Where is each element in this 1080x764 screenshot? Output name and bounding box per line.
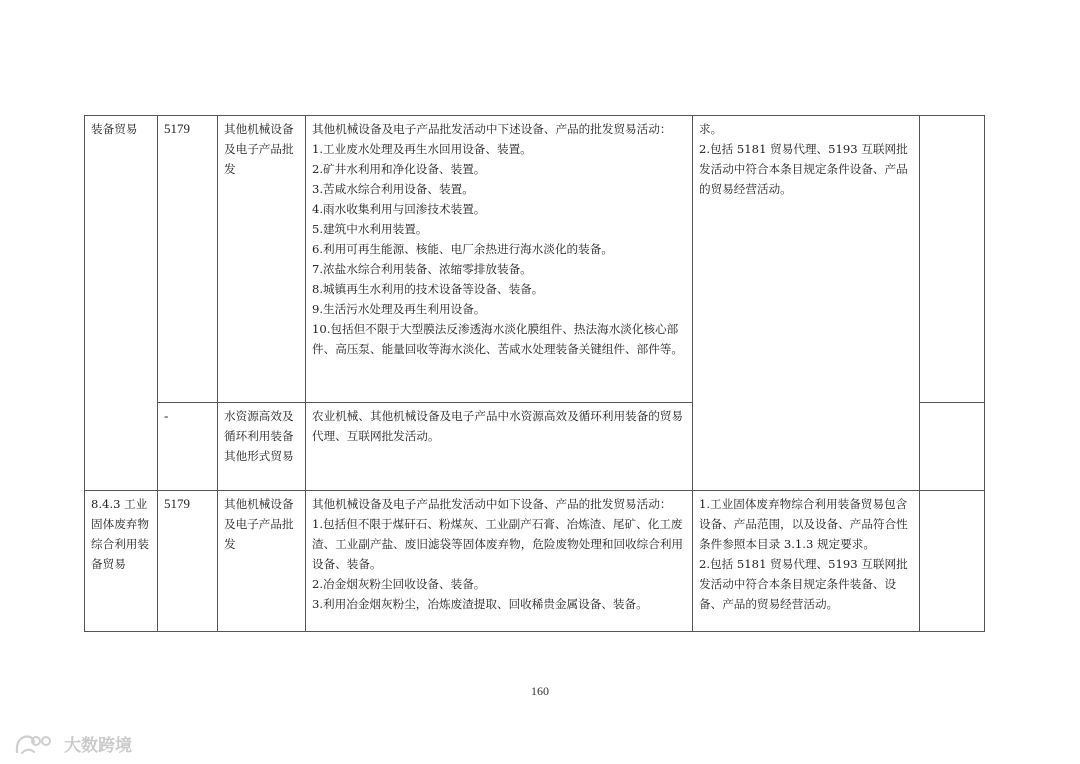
content-line: 7.浓盐水综合利用装备、浓缩零排放装备。 <box>312 262 532 276</box>
content-line: 1.工业废水处理及再生水回用设备、装置。 <box>312 142 532 156</box>
content-line: 1.包括但不限于煤矸石、粉煤灰、工业副产石膏、冶炼渣、尾矿、化工废渣、工业副产盐、废旧滤袋等固体废弃物，危险废物处理和回收综合利用设备、装备。 <box>312 517 684 571</box>
category-cell: 装备贸易 <box>85 116 158 491</box>
table-row <box>85 491 985 632</box>
content-cell <box>306 403 693 491</box>
industry-code-cell: 5179 <box>158 116 218 403</box>
content-line: 10.包括但不限于大型膜法反渗透海水淡化膜组件、热法海水淡化核心部件、高压泵、能量回收等海水淡化、苦咸水处理装备关键组件、部件等。 <box>312 322 684 356</box>
content-line: 其他机械设备及电子产品批发活动中如下设备、产品的批发贸易活动： <box>312 497 672 511</box>
category-cell: 8.4.3 工业固体废弃物综合利用装备贸易 <box>85 491 158 632</box>
note-line: 2.包括 5181 贸易代理、5193 互联网批发活动中符合本条目规定条件设备、产品的贸易经营活动。 <box>699 142 908 196</box>
content-line: 农业机械、其他机械设备及电子产品中水资源高效及循环利用装备的贸易代理、互联网批发活动。 <box>312 409 684 443</box>
industry-name-cell: 其他机械设备及电子产品批发 <box>218 116 306 403</box>
note-line: 1.工业固体废弃物综合利用装备贸易包含设备、产品范围，以及设备、产品符合性条件参照本目录 3.1.3 规定要求。 <box>699 497 908 551</box>
content-line: 6.利用可再生能源、核能、电厂余热进行海水淡化的装备。 <box>312 242 613 256</box>
industry-code-cell: - <box>158 403 218 491</box>
industry-name-cell: 其他机械设备及电子产品批发 <box>218 491 306 632</box>
note-line: 2.包括 5181 贸易代理、5193 互联网批发活动中符合本条目规定条件装备、设备、产品的贸易经营活动。 <box>699 557 908 611</box>
note-cell <box>693 491 920 632</box>
content-line: 2.矿井水利用和净化设备、装置。 <box>312 162 486 176</box>
watermark-text: 大数跨境 <box>64 736 132 756</box>
content-line: 5.建筑中水利用装置。 <box>312 222 428 236</box>
table-row <box>85 116 985 403</box>
watermark-logo-icon <box>14 732 58 756</box>
content-line: 2.冶金烟灰粉尘回收设备、装备。 <box>312 577 486 591</box>
note-cell <box>693 116 920 491</box>
extra-cell <box>920 116 985 403</box>
extra-cell <box>920 491 985 632</box>
content-line: 8.城镇再生水利用的技术设备等设备、装备。 <box>312 282 544 296</box>
content-line: 9.生活污水处理及再生利用设备。 <box>312 302 486 316</box>
watermark <box>14 731 132 756</box>
content-line: 3.利用冶金烟灰粉尘，冶炼废渣提取、回收稀贵金属设备、装备。 <box>312 597 648 611</box>
industry-code-cell: 5179 <box>158 491 218 632</box>
industry-name-cell: 水资源高效及循环利用装备其他形式贸易 <box>218 403 306 491</box>
content-line: 3.苦咸水综合利用设备、装置。 <box>312 182 474 196</box>
content-cell <box>306 116 693 403</box>
content-line: 其他机械设备及电子产品批发活动中下述设备、产品的批发贸易活动： <box>312 122 672 136</box>
content-line: 4.雨水收集利用与回渗技术装置。 <box>312 202 486 216</box>
content-cell <box>306 491 693 632</box>
note-line: 求。 <box>699 122 723 136</box>
industry-catalog-table <box>84 115 985 632</box>
page-number: 160 <box>531 684 549 698</box>
extra-cell <box>920 403 985 491</box>
